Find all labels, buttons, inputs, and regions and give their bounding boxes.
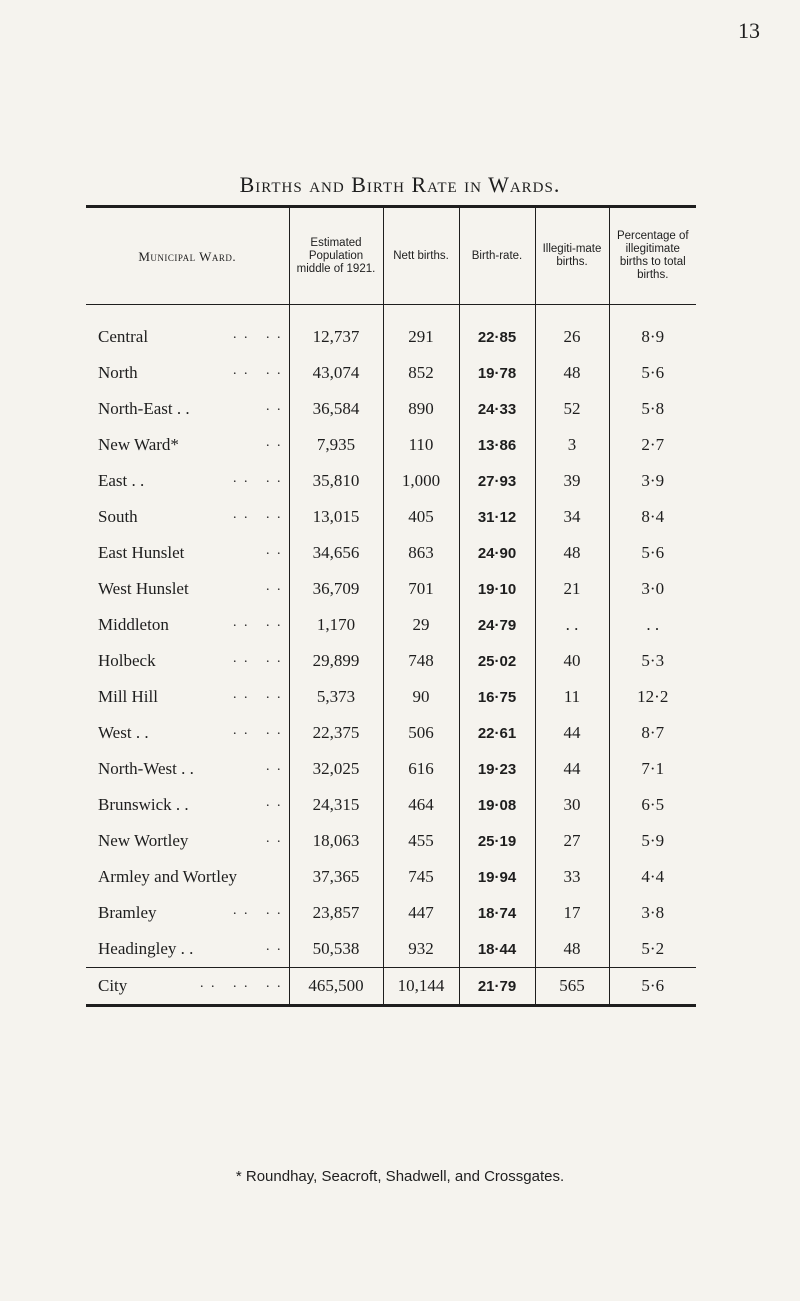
table-row: [86, 607, 696, 643]
header-percentage-illegitimate: Percentage of illegitimate births to total births.: [609, 207, 696, 305]
births-cell: 863: [383, 535, 459, 571]
population-cell: 34,656: [289, 535, 383, 571]
births-cell: 29: [383, 607, 459, 643]
table-row: [86, 571, 696, 607]
percentage-cell: 8·7: [609, 715, 696, 751]
table-row: [86, 751, 696, 787]
population-cell: 35,810: [289, 463, 383, 499]
population-cell: 36,709: [289, 571, 383, 607]
ward-name: East . .: [98, 471, 145, 490]
percentage-cell: . .: [609, 607, 696, 643]
leader-dots: . . . .: [233, 327, 283, 342]
ward-name: Central: [98, 327, 149, 346]
illegitimate-cell: . .: [535, 607, 609, 643]
illegitimate-cell: 21: [535, 571, 609, 607]
ward-name: Middleton: [98, 615, 169, 634]
table-row: [86, 427, 696, 463]
table-row: [86, 679, 696, 715]
page-number: 13: [738, 18, 760, 43]
rate-cell: 31·12: [459, 499, 535, 535]
header-birth-rate: Birth-rate.: [459, 207, 535, 305]
ward-cell: [86, 968, 289, 1006]
ward-name: City: [98, 976, 128, 995]
ward-name: New Ward*: [98, 435, 179, 454]
ward-cell: [86, 823, 289, 859]
percentage-cell: 2·7: [609, 427, 696, 463]
ward-cell: [86, 427, 289, 463]
table-row: [86, 643, 696, 679]
rate-cell: 19·10: [459, 571, 535, 607]
ward-name: Brunswick . .: [98, 795, 189, 814]
ward-cell: [86, 463, 289, 499]
population-cell: 24,315: [289, 787, 383, 823]
ward-cell: [86, 499, 289, 535]
table-row: [86, 305, 696, 356]
rate-cell: 13·86: [459, 427, 535, 463]
rate-cell: 24·33: [459, 391, 535, 427]
percentage-cell: 3·8: [609, 895, 696, 931]
ward-cell: [86, 715, 289, 751]
leader-dots: . . . .: [233, 471, 283, 486]
percentage-cell: 5·6: [609, 355, 696, 391]
illegitimate-cell: 52: [535, 391, 609, 427]
population-cell: 32,025: [289, 751, 383, 787]
table-row: [86, 823, 696, 859]
births-cell: 455: [383, 823, 459, 859]
rate-cell: 16·75: [459, 679, 535, 715]
illegitimate-cell: 48: [535, 535, 609, 571]
table-row: [86, 931, 696, 968]
population-cell: 465,500: [289, 968, 383, 1006]
rate-cell: 19·23: [459, 751, 535, 787]
ward-cell: [86, 391, 289, 427]
ward-name: West Hunslet: [98, 579, 189, 598]
population-cell: 1,170: [289, 607, 383, 643]
header-illegitimate-births: Illegiti-mate births.: [535, 207, 609, 305]
rate-cell: 22·61: [459, 715, 535, 751]
leader-dots: . . . . . .: [200, 976, 283, 991]
percentage-cell: 12·2: [609, 679, 696, 715]
ward-name: Bramley: [98, 903, 157, 922]
illegitimate-cell: 39: [535, 463, 609, 499]
illegitimate-cell: 34: [535, 499, 609, 535]
ward-name: New Wortley: [98, 831, 189, 850]
rate-cell: 25·19: [459, 823, 535, 859]
percentage-cell: 5·9: [609, 823, 696, 859]
ward-name: Headingley . .: [98, 939, 194, 958]
births-cell: 745: [383, 859, 459, 895]
percentage-cell: 8·4: [609, 499, 696, 535]
rate-cell: 18·74: [459, 895, 535, 931]
ward-name: Mill Hill: [98, 687, 158, 706]
births-cell: 291: [383, 305, 459, 356]
percentage-cell: 7·1: [609, 751, 696, 787]
rate-cell: 18·44: [459, 931, 535, 968]
table-row: [86, 391, 696, 427]
leader-dots: . . . .: [233, 723, 283, 738]
leader-dots: . . . .: [233, 651, 283, 666]
ward-cell: [86, 355, 289, 391]
births-cell: 506: [383, 715, 459, 751]
ward-name: West . .: [98, 723, 149, 742]
births-cell: 701: [383, 571, 459, 607]
ward-cell: [86, 643, 289, 679]
header-municipal-ward: Municipal Ward.: [86, 207, 289, 305]
ward-name: Holbeck: [98, 651, 156, 670]
population-cell: 23,857: [289, 895, 383, 931]
births-cell: 932: [383, 931, 459, 968]
population-cell: 5,373: [289, 679, 383, 715]
births-cell: 110: [383, 427, 459, 463]
births-cell: 1,000: [383, 463, 459, 499]
births-table: [86, 205, 696, 1007]
rate-cell: 19·78: [459, 355, 535, 391]
ward-cell: [86, 607, 289, 643]
leader-dots: . .: [266, 399, 283, 414]
population-cell: 12,737: [289, 305, 383, 356]
leader-dots: . . . .: [233, 363, 283, 378]
percentage-cell: 3·0: [609, 571, 696, 607]
leader-dots: . .: [266, 435, 283, 450]
ward-name: Armley and Wortley: [98, 867, 238, 886]
rate-cell: 27·93: [459, 463, 535, 499]
births-cell: 852: [383, 355, 459, 391]
rate-cell: 22·85: [459, 305, 535, 356]
ward-name: North-East . .: [98, 399, 190, 418]
table-row: [86, 355, 696, 391]
page-title: Births and Birth Rate in Wards.: [239, 172, 561, 197]
ward-cell: [86, 571, 289, 607]
ward-cell: [86, 859, 289, 895]
leader-dots: . . . .: [233, 687, 283, 702]
illegitimate-cell: 48: [535, 355, 609, 391]
population-cell: 13,015: [289, 499, 383, 535]
footnote: * Roundhay, Seacroft, Shadwell, and Crossgates.: [235, 1168, 565, 1185]
ward-cell: [86, 305, 289, 356]
births-cell: 890: [383, 391, 459, 427]
births-cell: 464: [383, 787, 459, 823]
table-row: [86, 787, 696, 823]
leader-dots: . .: [266, 831, 283, 846]
percentage-cell: 5·8: [609, 391, 696, 427]
population-cell: 29,899: [289, 643, 383, 679]
rate-cell: 25·02: [459, 643, 535, 679]
illegitimate-cell: 565: [535, 968, 609, 1006]
births-cell: 447: [383, 895, 459, 931]
table-row: [86, 463, 696, 499]
ward-name: North-West . .: [98, 759, 194, 778]
rate-cell: 24·79: [459, 607, 535, 643]
header-row: [86, 207, 696, 305]
population-cell: 18,063: [289, 823, 383, 859]
population-cell: 43,074: [289, 355, 383, 391]
ward-cell: [86, 931, 289, 968]
percentage-cell: 5·2: [609, 931, 696, 968]
illegitimate-cell: 40: [535, 643, 609, 679]
leader-dots: . . . .: [233, 507, 283, 522]
ward-name: North: [98, 363, 138, 382]
illegitimate-cell: 26: [535, 305, 609, 356]
leader-dots: . . . .: [233, 903, 283, 918]
ward-name: South: [98, 507, 138, 526]
percentage-cell: 5·3: [609, 643, 696, 679]
illegitimate-cell: 44: [535, 751, 609, 787]
ward-cell: [86, 679, 289, 715]
leader-dots: . .: [266, 579, 283, 594]
header-population: Estimated Population middle of 1921.: [289, 207, 383, 305]
illegitimate-cell: 17: [535, 895, 609, 931]
illegitimate-cell: 27: [535, 823, 609, 859]
illegitimate-cell: 33: [535, 859, 609, 895]
illegitimate-cell: 48: [535, 931, 609, 968]
rate-cell: 19·08: [459, 787, 535, 823]
rate-cell: 19·94: [459, 859, 535, 895]
population-cell: 37,365: [289, 859, 383, 895]
births-cell: 616: [383, 751, 459, 787]
leader-dots: . .: [266, 543, 283, 558]
population-cell: 36,584: [289, 391, 383, 427]
population-cell: 22,375: [289, 715, 383, 751]
ward-cell: [86, 751, 289, 787]
births-cell: 10,144: [383, 968, 459, 1006]
ward-cell: [86, 787, 289, 823]
table-row: [86, 895, 696, 931]
table-row: [86, 499, 696, 535]
percentage-cell: 3·9: [609, 463, 696, 499]
leader-dots: . .: [266, 795, 283, 810]
table-row: [86, 535, 696, 571]
births-cell: 90: [383, 679, 459, 715]
illegitimate-cell: 44: [535, 715, 609, 751]
ward-cell: [86, 895, 289, 931]
population-cell: 7,935: [289, 427, 383, 463]
percentage-cell: 5·6: [609, 968, 696, 1006]
illegitimate-cell: 3: [535, 427, 609, 463]
ward-cell: [86, 535, 289, 571]
illegitimate-cell: 11: [535, 679, 609, 715]
leader-dots: . .: [266, 759, 283, 774]
leader-dots: . .: [266, 939, 283, 954]
illegitimate-cell: 30: [535, 787, 609, 823]
percentage-cell: 5·6: [609, 535, 696, 571]
table-row: [86, 859, 696, 895]
header-nett-births: Nett births.: [383, 207, 459, 305]
percentage-cell: 8·9: [609, 305, 696, 356]
births-cell: 405: [383, 499, 459, 535]
percentage-cell: 4·4: [609, 859, 696, 895]
percentage-cell: 6·5: [609, 787, 696, 823]
leader-dots: . . . .: [233, 615, 283, 630]
births-cell: 748: [383, 643, 459, 679]
rate-cell: 21·79: [459, 968, 535, 1006]
ward-name: East Hunslet: [98, 543, 185, 562]
table-row: [86, 715, 696, 751]
total-row: [86, 968, 696, 1006]
rate-cell: 24·90: [459, 535, 535, 571]
population-cell: 50,538: [289, 931, 383, 968]
